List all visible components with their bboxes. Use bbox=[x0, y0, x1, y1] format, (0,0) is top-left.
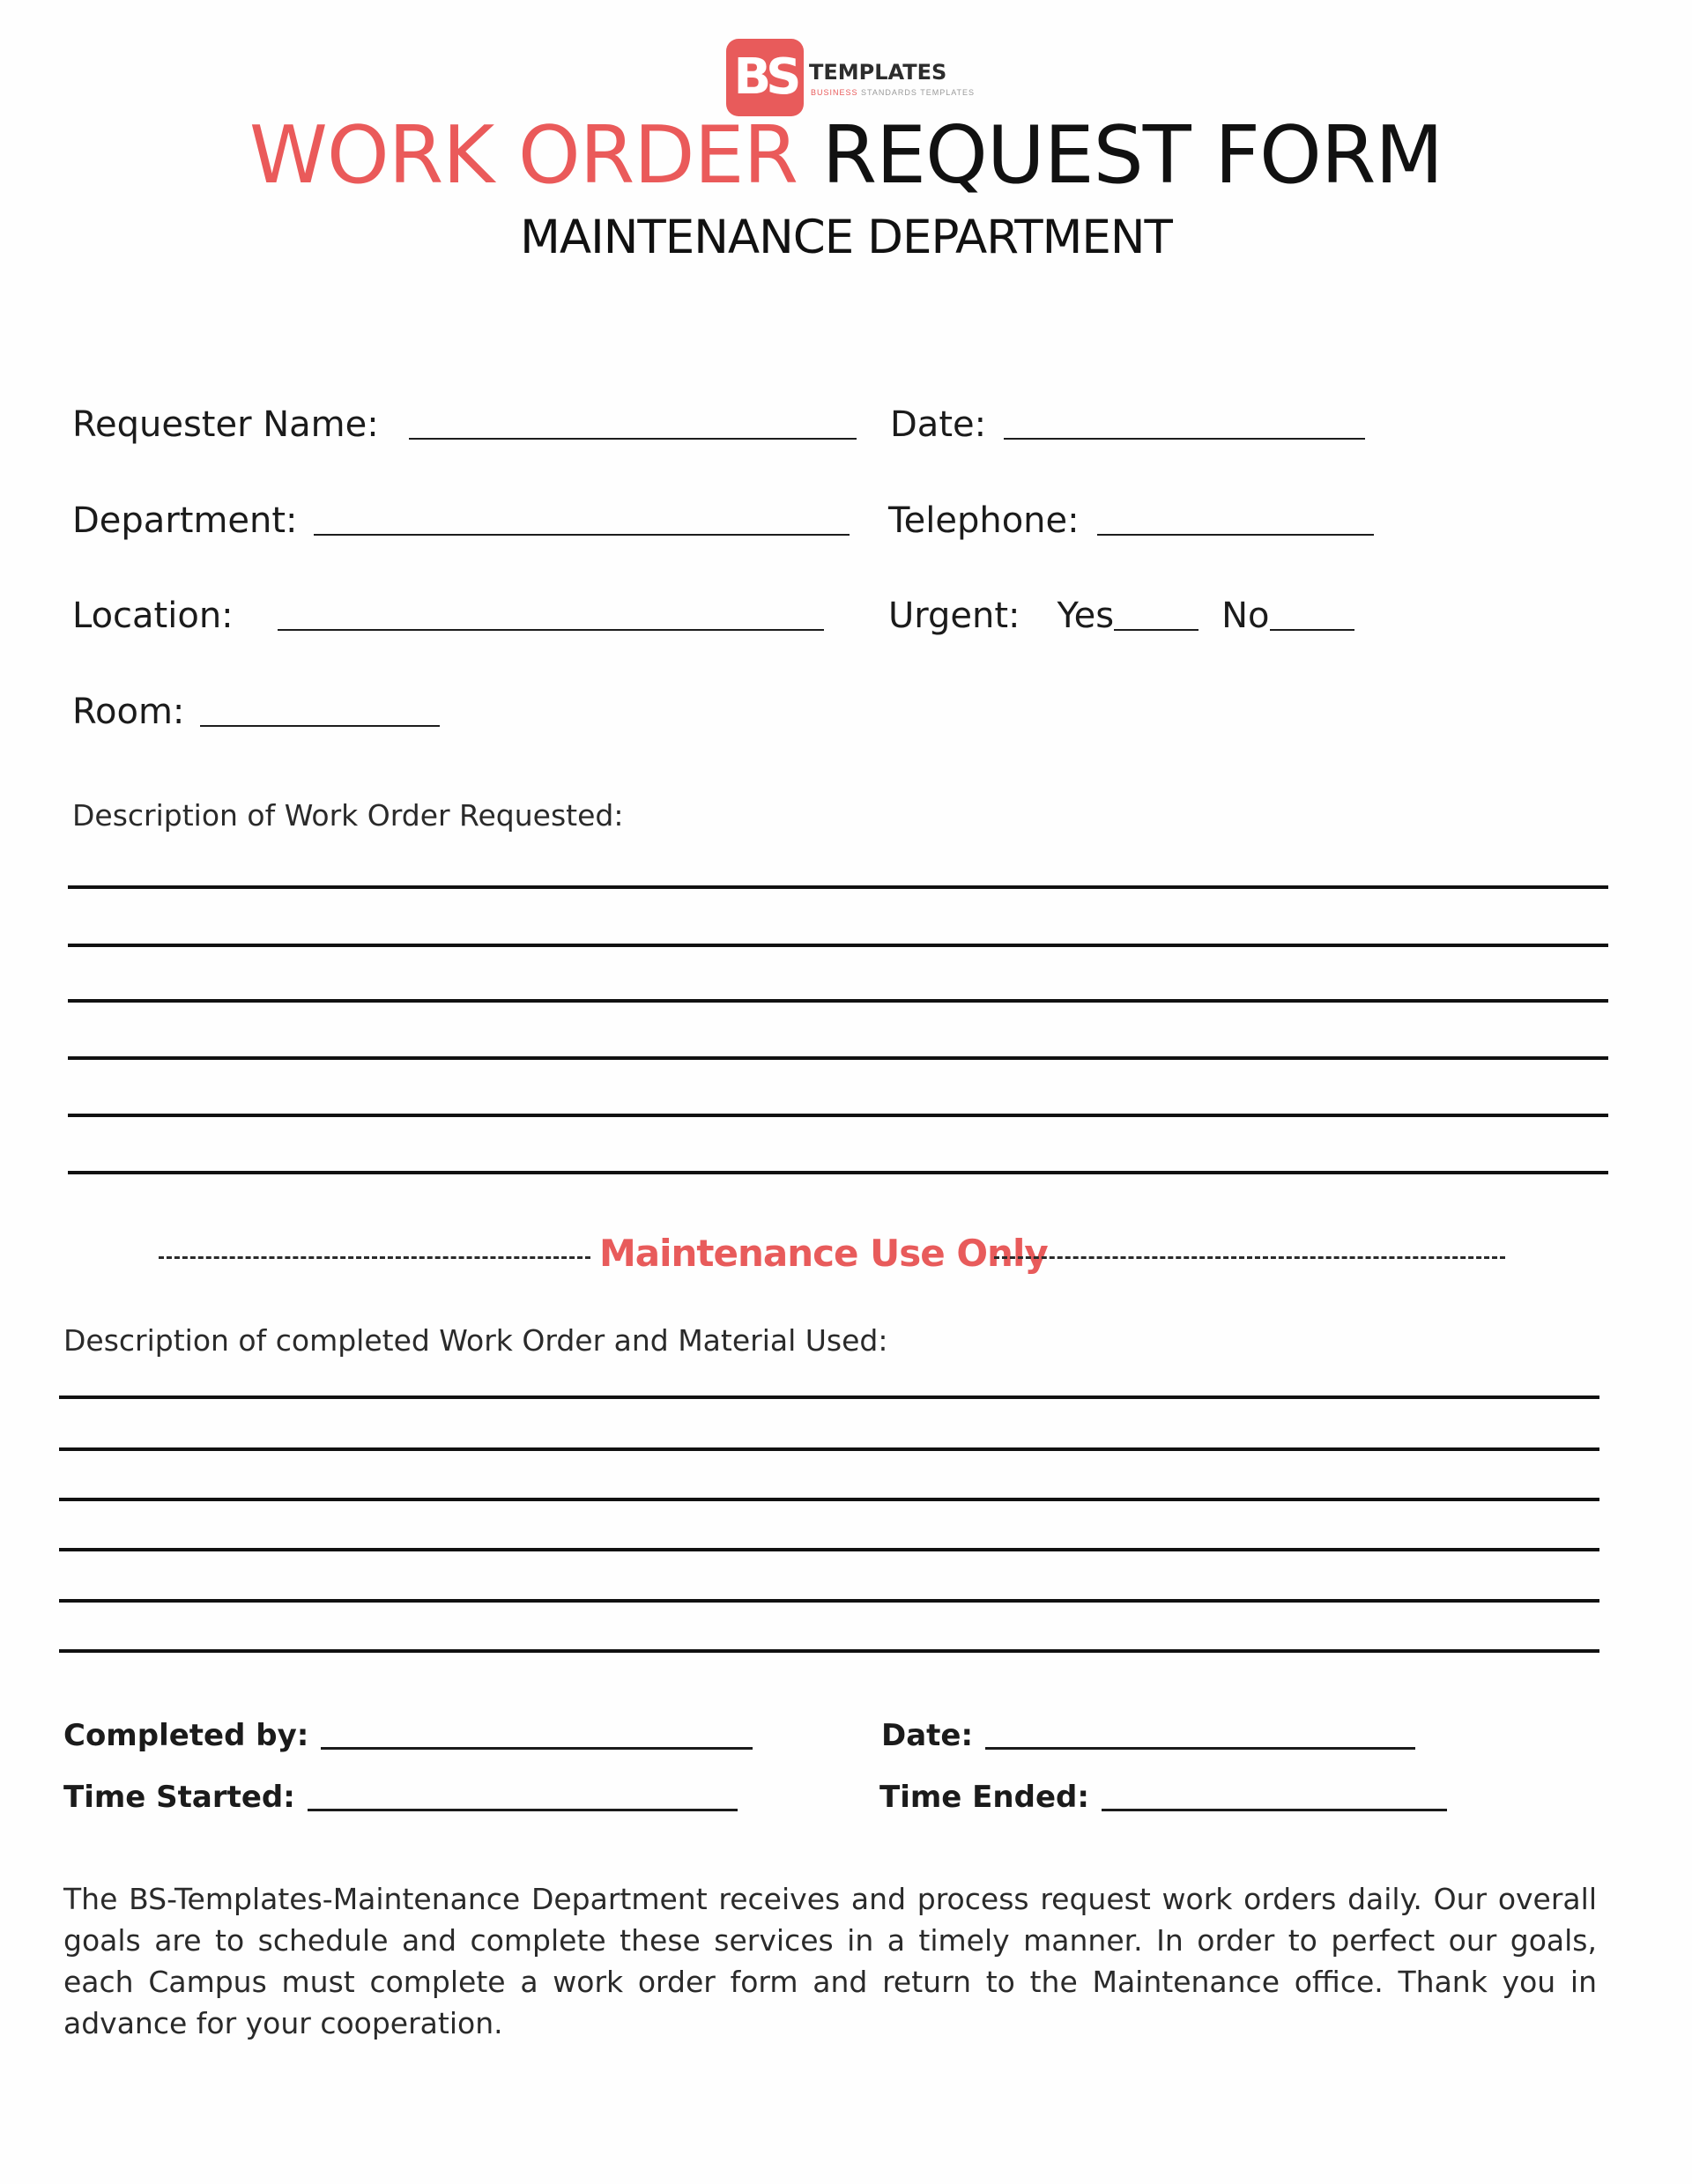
completed-description-label: Description of completed Work Order and Material Used: bbox=[63, 1323, 888, 1358]
time-started-field[interactable] bbox=[63, 1780, 738, 1815]
date-line[interactable] bbox=[1004, 436, 1365, 440]
page-subtitle: MAINTENANCE DEPARTMENT bbox=[520, 211, 1172, 264]
time-started-line[interactable] bbox=[308, 1809, 738, 1811]
brand-logo bbox=[726, 39, 976, 120]
location-line[interactable] bbox=[278, 627, 824, 631]
time-ended-field[interactable] bbox=[879, 1780, 1447, 1815]
completed-by-label: Completed by: bbox=[63, 1718, 309, 1753]
page-title-red: WORK ORDER bbox=[249, 109, 798, 202]
completed-line-1[interactable] bbox=[59, 1396, 1599, 1399]
room-label: Room: bbox=[72, 692, 185, 732]
description-line-1[interactable] bbox=[68, 885, 1608, 889]
telephone-field[interactable] bbox=[888, 500, 1374, 541]
divider-dashes-right bbox=[994, 1256, 1505, 1259]
completed-line-6[interactable] bbox=[59, 1649, 1599, 1653]
completion-date-label: Date: bbox=[881, 1718, 974, 1753]
urgent-no-label: No bbox=[1221, 596, 1270, 636]
logo-tagline-rest: STANDARDS TEMPLATES bbox=[861, 88, 976, 97]
logo-tagline-accent: BUSINESS bbox=[811, 88, 858, 97]
location-label: Location: bbox=[72, 596, 234, 636]
logo-tagline bbox=[811, 88, 975, 97]
completed-line-2[interactable] bbox=[59, 1447, 1599, 1451]
description-line-5[interactable] bbox=[68, 1114, 1608, 1117]
maintenance-use-only-label: Maintenance Use Only bbox=[599, 1232, 1048, 1275]
logo-mark bbox=[726, 39, 804, 116]
telephone-label: Telephone: bbox=[888, 500, 1080, 541]
completed-by-field[interactable] bbox=[63, 1718, 753, 1753]
logo-mark-text: BS bbox=[733, 48, 797, 106]
completed-line-5[interactable] bbox=[59, 1599, 1599, 1603]
urgent-no-line[interactable] bbox=[1270, 627, 1354, 631]
completed-line-3[interactable] bbox=[59, 1498, 1599, 1501]
department-label: Department: bbox=[72, 500, 298, 541]
urgent-field bbox=[888, 596, 1354, 636]
time-ended-label: Time Ended: bbox=[879, 1780, 1089, 1815]
logo-name: TEMPLATES bbox=[809, 60, 947, 85]
urgent-label: Urgent: bbox=[888, 596, 1020, 636]
time-ended-line[interactable] bbox=[1102, 1809, 1447, 1811]
description-line-6[interactable] bbox=[68, 1171, 1608, 1174]
footer-note: The BS-Templates-Maintenance Department receives and process request work orders daily. Our overall goals are to schedule and complete these services in a timely manner. In order to perfect our goals, each Campus must complete a work order form and return to the Maintenance office. Thank you in advance for your cooperation. bbox=[63, 1882, 1597, 2040]
completed-by-line[interactable] bbox=[321, 1747, 753, 1750]
completion-date-line[interactable] bbox=[985, 1747, 1415, 1750]
completion-date-field[interactable] bbox=[881, 1718, 1415, 1753]
page-title bbox=[0, 109, 1692, 202]
room-line[interactable] bbox=[200, 723, 440, 727]
requester-name-label: Requester Name: bbox=[72, 404, 379, 445]
requester-name-field[interactable] bbox=[72, 404, 857, 445]
date-label: Date: bbox=[890, 404, 987, 445]
requester-name-line[interactable] bbox=[409, 436, 857, 440]
date-field[interactable] bbox=[890, 404, 1365, 445]
time-started-label: Time Started: bbox=[63, 1780, 295, 1815]
maintenance-divider bbox=[0, 1232, 1692, 1279]
urgent-yes-label: Yes bbox=[1057, 596, 1115, 636]
room-field[interactable] bbox=[72, 692, 440, 732]
page-title-black: REQUEST FORM bbox=[821, 109, 1443, 202]
description-line-4[interactable] bbox=[68, 1056, 1608, 1060]
location-field[interactable] bbox=[72, 596, 824, 636]
description-label: Description of Work Order Requested: bbox=[72, 798, 624, 833]
divider-dashes-left bbox=[159, 1256, 590, 1259]
telephone-line[interactable] bbox=[1097, 532, 1374, 536]
description-line-2[interactable] bbox=[68, 944, 1608, 947]
department-field[interactable] bbox=[72, 500, 850, 541]
description-line-3[interactable] bbox=[68, 999, 1608, 1003]
department-line[interactable] bbox=[314, 532, 850, 536]
completed-line-4[interactable] bbox=[59, 1548, 1599, 1551]
urgent-yes-line[interactable] bbox=[1114, 627, 1198, 631]
